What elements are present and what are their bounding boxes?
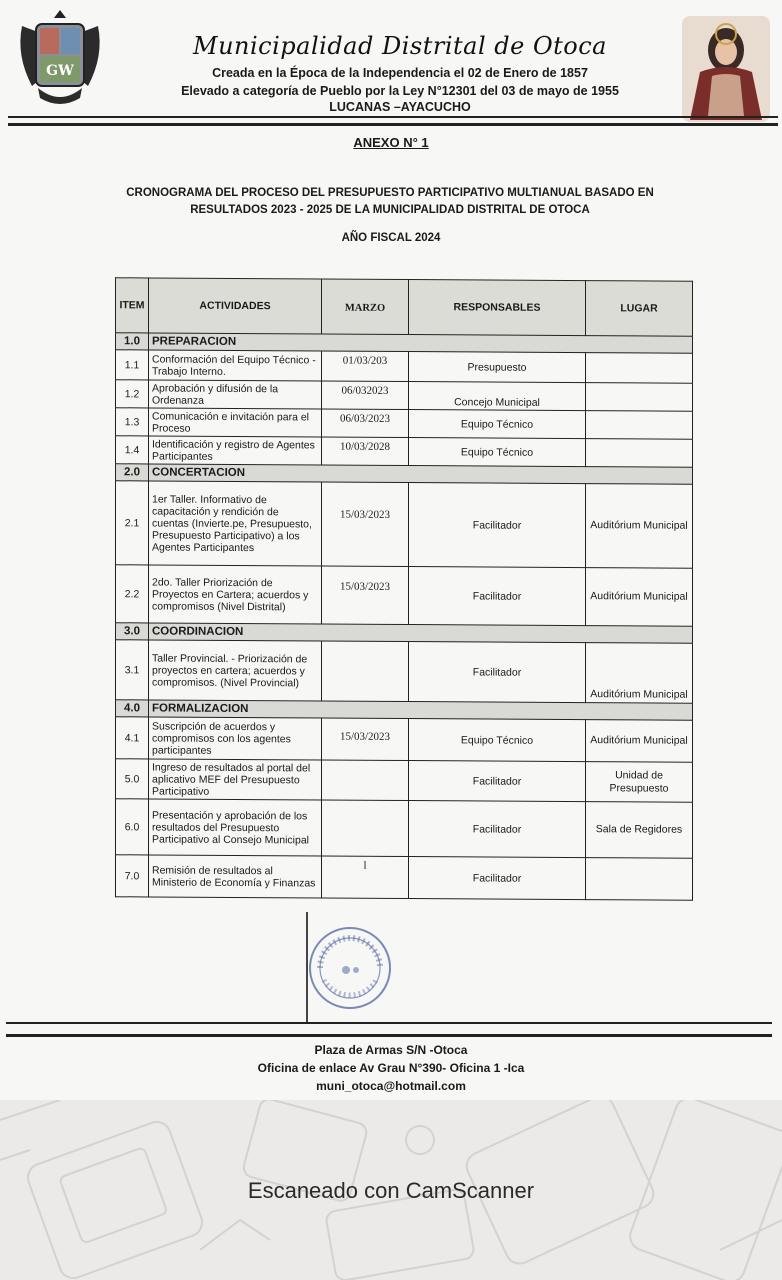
annex-heading: ANEXO N° 1	[353, 135, 429, 150]
location-line: LUCANAS –AYACUCHO	[329, 100, 471, 114]
row-responsible: Facilitador	[409, 761, 586, 802]
row-date: 15/03/2023	[322, 718, 409, 761]
row-responsible: Equipo Técnico	[409, 438, 586, 467]
row-activity: Suscripción de acuerdos y compromisos con los agentes participantes	[149, 717, 322, 760]
footer-divider-thick	[6, 1034, 772, 1037]
schedule-title-line1: CRONOGRAMA DEL PROCESO DEL PRESUPUESTO PARTICIPATIVO MULTIANUAL BASADO EN	[126, 187, 654, 199]
table-row	[116, 380, 693, 412]
row-place: Unidad de Presupuesto	[586, 762, 693, 803]
header-march: MARZO	[322, 279, 409, 335]
schedule-title-line2: RESULTADOS 2023 - 2025 DE LA MUNICIPALIDAD DISTRITAL DE OTOCA	[190, 204, 590, 216]
row-place	[586, 439, 693, 468]
row-place: Auditórium Municipal	[586, 720, 693, 763]
row-activity: Comunicación e invitación para el Proceso	[149, 408, 322, 437]
section-title: CONCERTACION	[149, 464, 693, 484]
section-title: COORDINACION	[149, 623, 693, 643]
row-place: Auditórium Municipal	[586, 643, 693, 704]
row-responsible: Facilitador	[409, 567, 586, 626]
svg-text:GW: GW	[46, 63, 74, 79]
row-place: Auditórium Municipal	[586, 484, 693, 569]
table-header-row	[116, 278, 693, 337]
header-responsible: RESPONSABLES	[409, 280, 586, 336]
table-row	[116, 408, 693, 440]
row-item: 7.0	[116, 855, 149, 897]
row-responsible: Equipo Técnico	[409, 719, 586, 762]
row-place	[586, 411, 693, 440]
footer-office: Oficina de enlace Av Grau N°390- Oficina 1 -Ica	[257, 1061, 525, 1075]
row-item: 5.0	[116, 759, 149, 799]
table-row	[116, 436, 693, 468]
row-place: Auditórium Municipal	[586, 568, 693, 627]
row-date	[322, 641, 409, 702]
camscanner-watermark-text: Escaneado con CamScanner	[247, 1178, 535, 1203]
official-seal-stamp	[306, 924, 394, 1012]
schedule-table	[115, 277, 693, 901]
table-row	[116, 799, 693, 859]
row-item: 1.2	[116, 380, 149, 408]
row-activity: Conformación del Equipo Técnico -Trabajo Interno.	[149, 350, 322, 381]
row-responsible: Concejo Municipal	[409, 382, 586, 411]
row-place	[586, 353, 693, 384]
row-activity: Identificación y registro de Agentes Participantes	[149, 436, 322, 465]
table-row	[116, 565, 693, 627]
footer-address: Plaza de Armas S/N -Otoca	[314, 1043, 468, 1057]
row-responsible: Facilitador	[409, 801, 586, 858]
table-row	[116, 640, 693, 704]
row-item: 1.1	[116, 350, 149, 380]
row-date	[322, 760, 409, 801]
row-responsible: Presupuesto	[409, 352, 586, 383]
row-item: 4.1	[116, 717, 149, 759]
row-item: 1.3	[116, 408, 149, 436]
row-item: 2.2	[116, 565, 149, 623]
header-divider-thick	[8, 123, 778, 126]
row-date: 06/032023	[322, 381, 409, 410]
row-date: 01/03/203	[322, 351, 409, 382]
footer-divider	[6, 1022, 772, 1024]
section-item: 3.0	[116, 623, 149, 640]
row-date	[322, 800, 409, 857]
table-row	[116, 855, 693, 901]
section-title: PREPARACION	[149, 333, 693, 353]
row-activity: Remisión de resultados al Ministerio de Economía y Finanzas	[149, 855, 322, 898]
row-activity: Ingreso de resultados al portal del aplicativo MEF del Presupuesto Participativo	[149, 759, 322, 800]
row-date: l	[322, 856, 409, 899]
section-item: 4.0	[116, 700, 149, 717]
row-place	[586, 383, 693, 412]
row-place	[586, 858, 693, 901]
creation-line: Creada en la Época de la Independencia el 02 de Enero de 1857	[212, 66, 588, 80]
section-item: 1.0	[116, 333, 149, 350]
row-date: 15/03/2023	[322, 566, 409, 625]
header-place: LUGAR	[586, 281, 693, 337]
header-activities: ACTIVIDADES	[149, 278, 322, 334]
row-date: 15/03/2023	[322, 482, 409, 567]
row-responsible: Facilitador	[409, 857, 586, 900]
row-item: 6.0	[116, 799, 149, 855]
row-responsible: Equipo Técnico	[409, 410, 586, 439]
municipal-crest-logo	[14, 6, 106, 110]
section-title: FORMALIZACION	[149, 700, 693, 720]
row-responsible: Facilitador	[409, 642, 586, 703]
row-responsible: Facilitador	[409, 483, 586, 568]
row-item: 2.1	[116, 481, 149, 565]
scanner-watermark-band	[0, 1100, 782, 1280]
category-line: Elevado a categoría de Pueblo por la Ley N°12301 del 03 de mayo de 1955	[181, 84, 619, 98]
row-activity: Aprobación y difusión de la Ordenanza	[149, 380, 322, 409]
row-activity: 2do. Taller Priorización de Proyectos en Cartera; acuerdos y compromisos (Nivel Distrital)	[149, 565, 322, 624]
row-activity: Presentación y aprobación de los resultados del Presupuesto Participativo al Consejo Municipal	[149, 799, 322, 856]
table-row	[116, 759, 693, 803]
row-date: 06/03/2023	[322, 409, 409, 438]
row-item: 1.4	[116, 436, 149, 464]
table-row	[116, 481, 693, 569]
row-activity: Taller Provincial. - Priorización de proyectos en cartera; acuerdos y compromisos. (Nivel Provincial)	[149, 640, 322, 701]
saint-portrait-image	[682, 16, 770, 122]
row-item: 3.1	[116, 640, 149, 700]
header-item: ITEM	[116, 278, 149, 333]
footer-email: muni_otoca@hotmail.com	[316, 1079, 466, 1093]
row-activity: 1er Taller. Informativo de capacitación y rendición de cuentas (Invierte.pe, Presupuesto, Presupuesto Participativo) a los Agentes Participantes	[149, 481, 322, 566]
row-place: Sala de Regidores	[586, 802, 693, 859]
schedule-title	[110, 185, 670, 219]
header-divider	[8, 116, 778, 118]
fiscal-year: AÑO FISCAL 2024	[341, 232, 441, 244]
row-date: 10/03/2028	[322, 437, 409, 466]
table-row	[116, 350, 693, 384]
section-item: 2.0	[116, 464, 149, 481]
table-row	[116, 717, 693, 763]
municipality-title: Municipalidad Distrital de Otoca	[193, 32, 607, 60]
